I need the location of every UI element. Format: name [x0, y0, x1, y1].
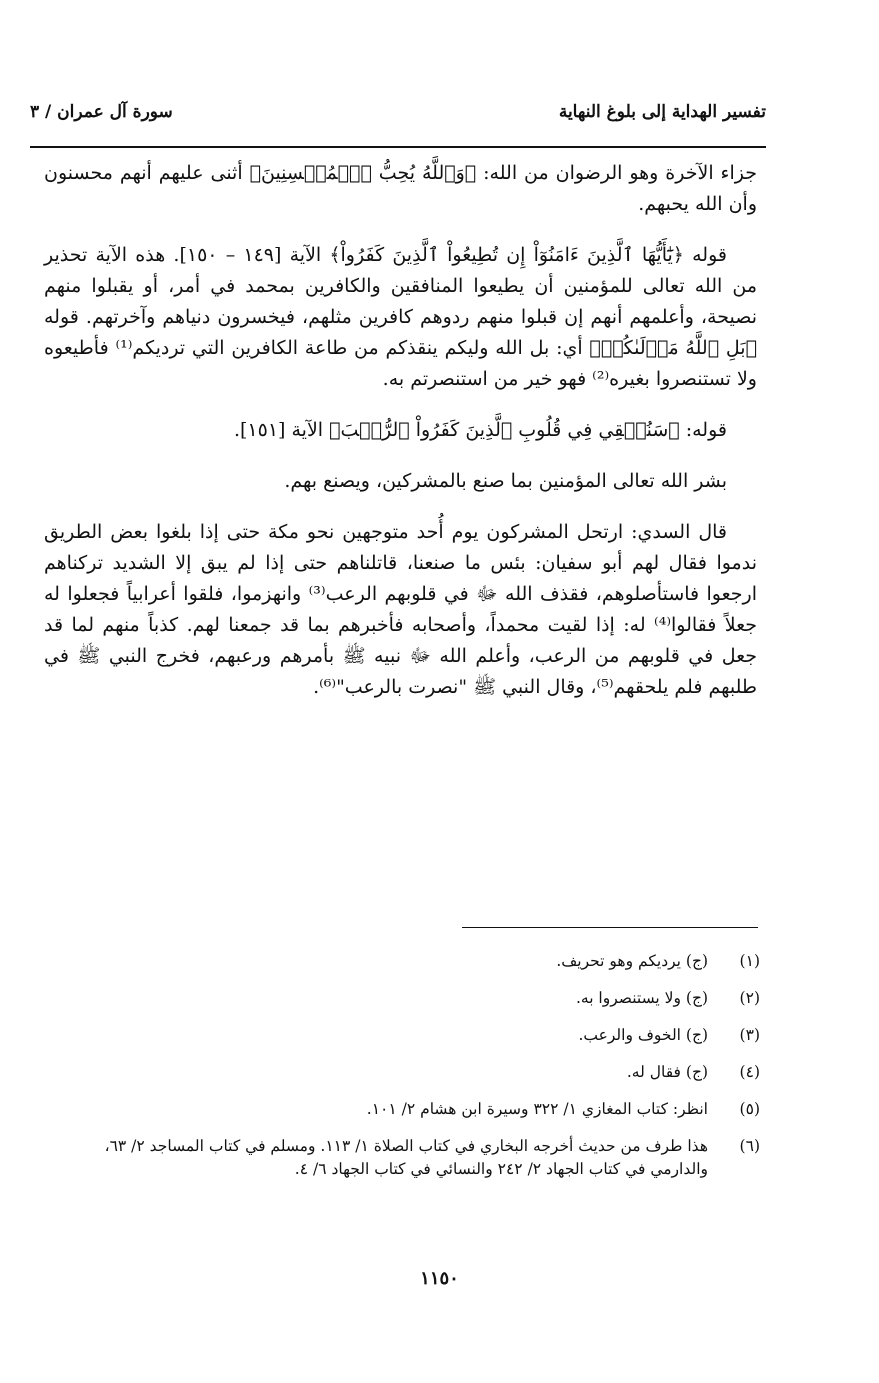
main-text — [44, 158, 757, 723]
footnote-number: (٣) — [739, 1026, 760, 1044]
surah-title: سورة آل عمران / ٣ — [30, 102, 173, 122]
footnote — [44, 1135, 760, 1181]
paragraph: قال السدي: ارتحل المشركون يوم أُحد متوجهين نحو مكة حتى إذا بلغوا بعض الطريق ندموا فقال لهم أبو سفيان: بئس ما صنعنا، قاتلناهم حتى إذا لم يبق إلا الشديد تركناهم ارجعوا فاستأصلوهم، فقذف الله ﷻ في قلوبهم الرعب⁽³⁾ وانهزموا، فلقوا أعرابياً فجعلوا له جعلاً فقالوا⁽⁴⁾ له: إذا لقيت محمداً، وأصحابه فأخبرهم بما قد جمعنا لهم. كذباً منهم لما قد جعل في قلوبهم من الرعب، وأعلم الله ﷻ نبيه ﷺ بأمرهم ورعبهم، فخرج النبي ﷺ في طلبهم فلم يلحقهم⁽⁵⁾، وقال النبي ﷺ "نصرت بالرعب"⁽⁶⁾. — [44, 521, 757, 698]
footnote-number: (٦) — [739, 1137, 760, 1155]
footnote-text: (ج) يرديكم وهو تحريف. — [556, 952, 708, 970]
paragraph: بشر الله تعالى المؤمنين بما صنع بالمشركين، ويصنع بهم. — [284, 470, 727, 492]
running-header — [30, 88, 766, 122]
footnote — [44, 1024, 760, 1047]
footnote — [44, 1098, 760, 1121]
book-title: تفسير الهداية إلى بلوغ النهاية — [558, 102, 766, 122]
footnote-number: (٢) — [739, 989, 760, 1007]
footnote-number: (١) — [739, 952, 760, 970]
footnote-text: (ج) ولا يستنصروا به. — [575, 989, 708, 1007]
footnote-text: (ج) فقال له. — [626, 1063, 708, 1081]
paragraph: قوله ﴿يَٰٓأَيُّهَا ٱلَّذِينَ ءَامَنُوٓاْ إِن تُطِيعُواْ ٱلَّذِينَ كَفَرُواْ﴾ الآية [١٤٩ – ١٥٠]. هذه الآية تحذير من الله تعالى للمؤمنين أن يطيعوا المنافقين والكافرين بمحمد في أمر، أو يقبلوا منهم نصيحة، وأعلمهم أنهم إن قبلوا منهم ردوهم كافرين مثلهم، فيخسرون دنياهم وآخرتهم. قوله ﴿بَلِ ٱللَّهُ مَوۡلَىٰكُمۡ﴾ أي: بل الله وليكم ينقذكم من طاعة الكافرين التي ترديكم⁽¹⁾ فأطيعوه ولا تستنصروا بغيره⁽²⁾ فهو خير من استنصرتم به. — [44, 244, 757, 390]
footnote-text: (ج) الخوف والرعب. — [578, 1026, 708, 1044]
footnote-text: انظر: كتاب المغازي ١/ ٣٢٢ وسيرة ابن هشام ٢/ ١٠١. — [366, 1100, 708, 1118]
footnote — [44, 987, 760, 1010]
header-divider — [30, 146, 766, 148]
footnotes — [44, 950, 760, 1195]
paragraph: قوله: ﴿سَنُلۡقِي فِي قُلُوبِ ٱلَّذِينَ كَفَرُواْ ٱلرُّعۡبَ﴾ الآية [١٥١]. — [233, 419, 727, 441]
footnote — [44, 1061, 760, 1084]
paragraph: جزاء الآخرة وهو الرضوان من الله: ﴿وَٱللَّهُ يُحِبُّ ٱلۡمُحۡسِنِينَ﴾ أثنى عليهم أنهم محسنون وأن الله يحبهم. — [44, 162, 757, 215]
page-number: ١١٥٠ — [420, 1268, 459, 1289]
footnote-text: هذا طرف من حديث أخرجه البخاري في كتاب الصلاة ١/ ١١٣. ومسلم في كتاب المساجد ٢/ ٦٣، والدارمي في كتاب الجهاد ٢/ ٢٤٢ والنسائي في كتاب الجهاد ٦/ ٤. — [104, 1137, 708, 1178]
footnote-number: (٤) — [739, 1063, 760, 1081]
footnote — [44, 950, 760, 973]
footnote-divider — [462, 927, 758, 928]
footnote-number: (٥) — [739, 1100, 760, 1118]
